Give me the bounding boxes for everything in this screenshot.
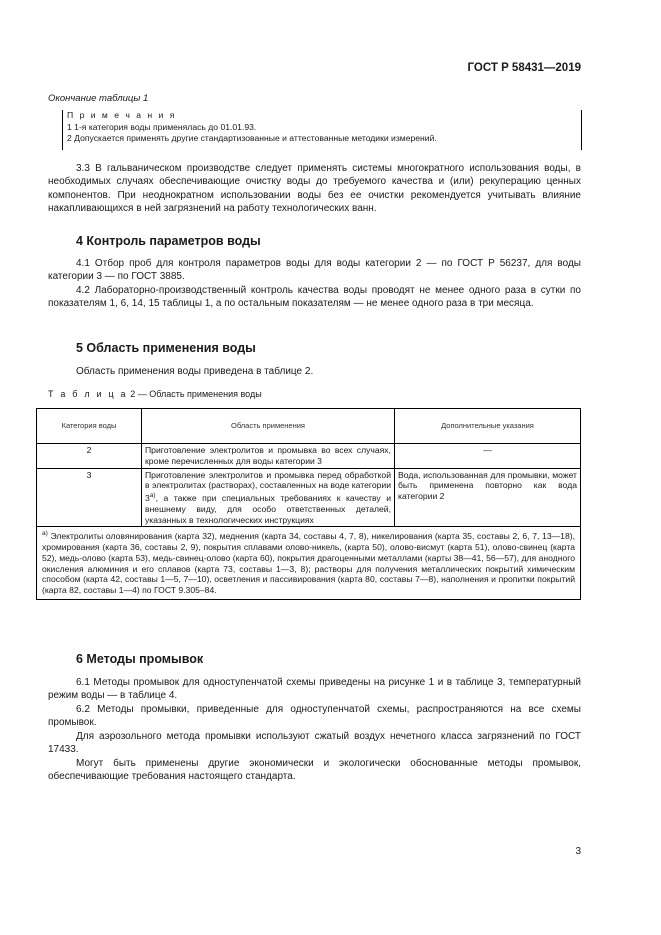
table2-caption: [48, 389, 262, 399]
paragraph-5-1: Область применения воды приведена в таблице 2.: [76, 366, 314, 377]
table-footnote-row: [37, 527, 581, 600]
cell-notes: —: [395, 444, 581, 469]
paragraph-6-4: Могут быть применены другие экономически и экологически обоснованные методы промывок, обеспечивающие требования настоящего стандарта.: [48, 758, 581, 783]
paragraph-3-3: 3.3 В гальваническом производстве следует применять системы многократного использования воды, в необходимых случаях обеспечивающие очистку воды до требуемого качества и (или) рекуперацию ценных компонентов. При неоднократном использовании воды без ее очистки рекомендуется учитывать влияние накапливающихся в ней загрязнений на работу технологических ванн.: [48, 163, 581, 214]
paragraph-6-3: Для аэрозольного метода промывки используют сжатый воздух нечетного класса загрязнений по ГОСТ 17433.: [48, 731, 581, 756]
paragraph-4-2: 4.2 Лабораторно-производственный контроль качества воды проводят не менее одного раза в сутки по показателям 1, 6, 14, 15 таблицы 1, а по остальным показателям — не менее одного раза в три месяца.: [48, 285, 581, 310]
header-area: Область применения: [142, 409, 395, 444]
footnote-mark: а): [42, 530, 48, 538]
table-continuation-caption: Окончание таблицы 1: [48, 93, 149, 104]
cell-notes: Вода, использованная для промывки, может быть применена повторно как вода категории 2: [395, 468, 581, 527]
cell-category: 2: [37, 444, 142, 469]
table-row: [37, 468, 581, 527]
section-5-title: 5 Область применения воды: [76, 341, 256, 355]
footnote-text: Электролиты оловянирования (карта 32), меднения (карта 34, составы 4, 7, 8), никелирования (карта 35, составы 2, 6, 7, 13—18), хромирования (карта 36, составы 2, 9), покрытия сплавами олово-никель, (карта 50), олово-висмут (карта 51), олово-свинец (карта 52), медь-олово (карта 53), медь-свинец-олово (карта 60), покрытия драгоценными металлами (карты 38—41, 56—57), для анодного окисления алюминия и его сплавов (карта 73, составы 1—3, 8); растворы для получения металлических покрытий химическим способом (карта 42, составы 1—5, 7—10), осветления и пассивирования (карта 80, составы 7—8), наполнения и пропитки покрытий (карта 82, составы 1—4) по ГОСТ 9.305–84.: [42, 531, 575, 596]
table-footnote: [37, 527, 581, 600]
table-header-row: [37, 409, 581, 444]
paragraph-6-2: 6.2 Методы промывки, приведенные для одноступенчатой схемы, распространяются на все схемы промывок.: [48, 704, 581, 729]
document-header: ГОСТ Р 58431—2019: [467, 62, 581, 74]
page-number: 3: [575, 846, 581, 857]
table-row: [37, 444, 581, 469]
table-2: [36, 408, 581, 600]
section-4-title: 4 Контроль параметров воды: [76, 234, 261, 248]
header-category: Категория воды: [37, 409, 142, 444]
table-caption-word: Т а б л и ц а: [48, 389, 128, 399]
paragraph-6-1: 6.1 Методы промывок для одноступенчатой схемы приведены на рисунке 1 и в таблице 3, температурный режим воды — в таблице 4.: [48, 677, 581, 702]
cell-category: 3: [37, 468, 142, 527]
cell-area-text-b: , а также при специальных требованиях к качеству и внешнему виду, для особо ответственных деталей, указанных в технологических инструкциях: [145, 493, 391, 525]
section-6-title: 6 Методы промывок: [76, 652, 204, 666]
note-item: 1 1-я категория воды применялась до 01.01.93.: [67, 121, 257, 132]
note-item: 2 Допускается применять другие стандартизованные и аттестованные методики измерений.: [67, 133, 437, 143]
footnote-ref: а): [149, 492, 156, 500]
table-caption-text: 2 — Область применения воды: [130, 389, 262, 399]
cell-area: Приготовление электролитов и промывка во всех случаях, кроме перечисленных для воды категории 3: [142, 444, 395, 469]
cell-area: [142, 468, 395, 527]
paragraph-4-1: 4.1 Отбор проб для контроля параметров воды для воды категории 2 — по ГОСТ Р 56237, для воды категории 3 — по ГОСТ 3885.: [48, 258, 581, 283]
notes-title: П р и м е ч а н и я: [67, 110, 177, 120]
table1-notes: [62, 110, 582, 150]
header-notes: Дополнительные указания: [395, 409, 581, 444]
cell-area-text-a: Приготовление электролитов и промывка перед обработкой в электролитах (растворах), составленных на воде категории 3: [145, 469, 391, 504]
